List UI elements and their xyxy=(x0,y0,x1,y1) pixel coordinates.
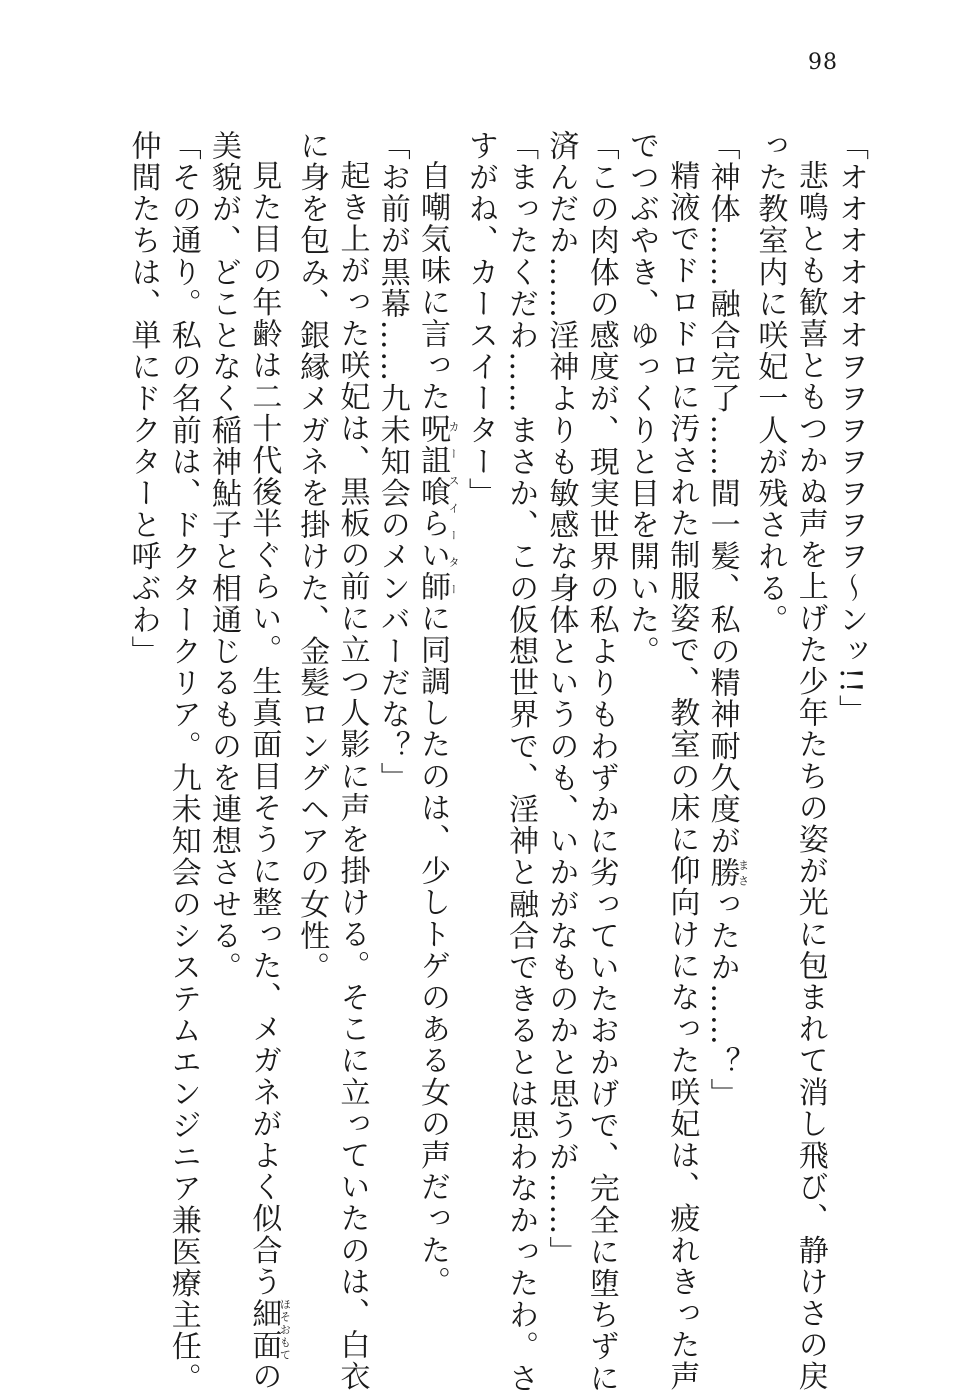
body-text xyxy=(110,130,870,1394)
text-line: に身を包み、銀縁メガネを掛けた、金髪ロングヘアの女性。 xyxy=(294,130,330,984)
ruby-annotation: 呪詛喰らい師カースイーター xyxy=(415,412,461,603)
text-line: 悲鳴とも歓喜ともつかぬ声を上げた少年たちの姿が光に包まれて消し飛び、静けさの戻 xyxy=(792,160,828,1393)
ruby-annotation: 細面ほそおもて xyxy=(246,1297,292,1361)
text-line: すがね、カースイーター」 xyxy=(462,130,498,510)
text-line: 「神体……融合完了……間一髪、私の精神耐久度が勝まさったか……？」 xyxy=(704,130,750,1110)
page-number: 98 xyxy=(808,50,838,75)
text-line: 「その通り。私の名前は、ドクタークリア。九未知会のシステムエンジニア兼医療主任。 xyxy=(165,130,201,1394)
text-line: でつぶやき、ゆっくりと目を開いた。 xyxy=(624,130,660,668)
text-line: 「この肉体の感度が、現実世界の私よりもわずかに劣っていたおかげで、完全に堕ちずに xyxy=(583,130,619,1394)
text-line: 済んだか……淫神よりも敏感な身体というのも、いかがなものかと思うが……」 xyxy=(543,130,579,1268)
text-line: 精液でドロドロに汚された制服姿で、教室の床に仰向けになった咲妃は、疲れきった声 xyxy=(664,160,700,1393)
text-line: 仲間たちは、単にドクターと呼ぶわ」 xyxy=(125,130,161,668)
text-line: 「お前が黒幕……九未知会のメンバーだな？」 xyxy=(374,130,410,794)
text-line: 「まったくだわ……まさか、この仮想世界で、淫神と融合できるとは思わなかったわ。さ xyxy=(503,130,539,1394)
text-line: 「オオオオオオヲヲヲヲヲヲヲ～ンッ!!」 xyxy=(833,130,868,727)
text-line: 起き上がった咲妃は、黒板の前に立つ人影に声を掛ける。そこに立っていたのは、白衣 xyxy=(334,160,370,1393)
ruby-annotation: 勝まさ xyxy=(704,856,750,889)
text-line: った教室内に咲妃一人が残される。 xyxy=(752,130,788,636)
text-line: 自嘲気味に言った呪詛喰らい師カースイーターに同調したのは、少しトゲのある女の声だった。 xyxy=(415,160,461,1298)
text-line: 美貌が、どことなく稲神鮎子と相通じるものを連想させる。 xyxy=(206,130,242,984)
text-line: 見た目の年齢は二十代後半ぐらい。生真面目そうに整った、メガネがよく似合う細面ほそおもての xyxy=(246,160,292,1393)
